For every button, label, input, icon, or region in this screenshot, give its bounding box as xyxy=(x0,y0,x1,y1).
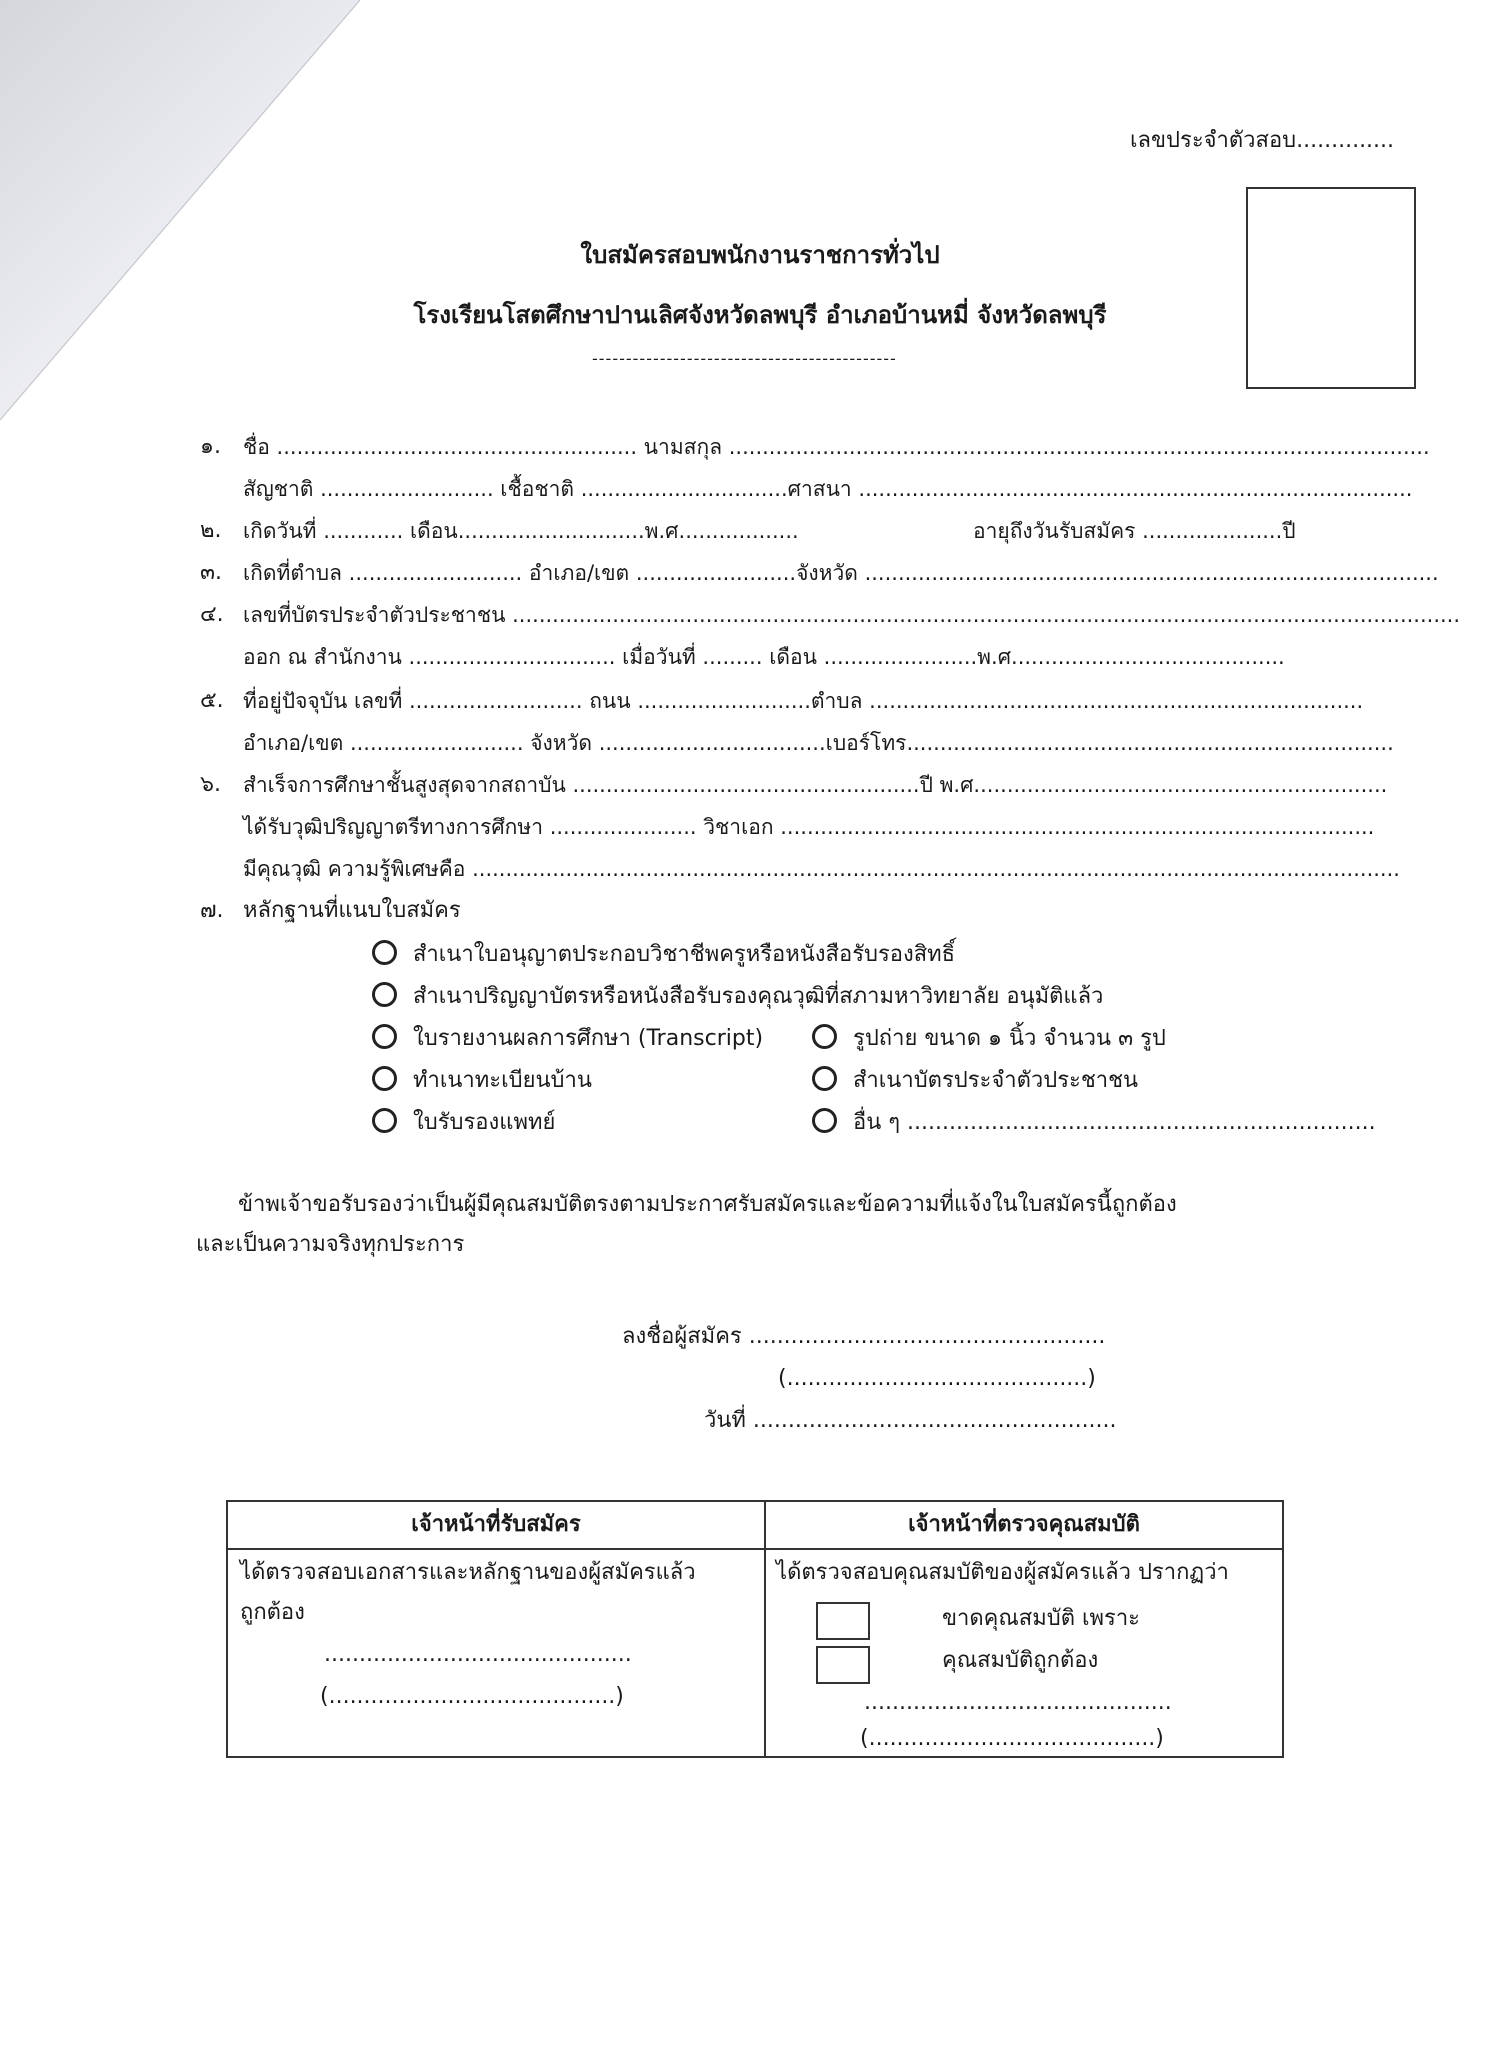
page-fold-edge xyxy=(0,0,360,420)
disqualified-label: ขาดคุณสมบัติ เพราะ xyxy=(942,1606,1140,1631)
attachment-label: ใบรายงานผลการศึกษา (Transcript) xyxy=(413,1026,764,1051)
attachment-label: ใบรับรองแพทย์ xyxy=(413,1110,556,1135)
attachment-other[interactable] xyxy=(812,1108,1376,1138)
item-1-number: ๑. xyxy=(200,434,221,459)
attachment-label: สำเนาใบอนุญาตประกอบวิชาชีพครูหรือหนังสือรับรองสิทธิ์ xyxy=(413,942,956,967)
item-6-education-line: สำเร็จการศึกษาชั้นสูงสุดจากสถาบัน ....................................................ปี พ.ศ.............................................................. xyxy=(243,773,1388,797)
item-6-number: ๖. xyxy=(200,772,221,797)
attachment-label: อื่น ๆ ................................................................... xyxy=(853,1110,1376,1135)
attachment-degree-copy[interactable] xyxy=(372,982,1103,1012)
radio-circle-icon[interactable] xyxy=(812,1024,837,1049)
item-4-idcard-line: เลขที่บัตรประจำตัวประชาชน .............................................................................................................................................. xyxy=(243,603,1461,627)
signature-date-line: วันที่ .................................................... xyxy=(704,1408,1117,1433)
qualification-name-line: (.........................................) xyxy=(860,1726,1164,1751)
qualification-check-text: ได้ตรวจสอบคุณสมบัติของผู้สมัครแล้ว ปรากฏว่า xyxy=(776,1560,1229,1585)
qualified-label: คุณสมบัติถูกต้อง xyxy=(942,1648,1099,1673)
attachment-medical-cert[interactable] xyxy=(372,1108,555,1138)
form-title: ใบสมัครสอบพนักงานราชการทั่วไป xyxy=(580,241,940,269)
item-1-name-line: ชื่อ ...................................................... นามสกุล ......................................................................................................... xyxy=(243,435,1430,459)
item-6-special-line: มีคุณวุฒิ ความรู้พิเศษคือ ........................................................................................................................................... xyxy=(243,857,1400,881)
declaration-line-1: ข้าพเจ้าขอรับรองว่าเป็นผู้มีคุณสมบัติตรงตามประกาศรับสมัครและข้อความที่แจ้งในใบสมัครนี้ถูกต้อง xyxy=(238,1192,1177,1217)
radio-circle-icon[interactable] xyxy=(372,1024,397,1049)
receiving-check-text: ได้ตรวจสอบเอกสารและหลักฐานของผู้สมัครแล้ว xyxy=(240,1560,696,1585)
qualified-checkbox[interactable] xyxy=(816,1646,870,1684)
item-5-address-line: ที่อยู่ปัจจุบัน เลขที่ .......................... ถนน ..........................ตำบล .......................................................................... xyxy=(243,689,1364,713)
radio-circle-icon[interactable] xyxy=(372,1108,397,1133)
applicant-name-line: (...........................................) xyxy=(778,1366,1096,1391)
attachment-label: รูปถ่าย ขนาด ๑ นิ้ว จำนวน ๓ รูป xyxy=(853,1026,1166,1051)
item-2-number: ๒. xyxy=(200,518,222,543)
item-4-issued-line: ออก ณ สำนักงาน ............................... เมื่อวันที่ ......... เดือน .......................พ.ศ......................................... xyxy=(243,645,1285,669)
declaration-line-2: และเป็นความจริงทุกประการ xyxy=(196,1232,465,1257)
radio-circle-icon[interactable] xyxy=(812,1066,837,1091)
receiving-signature-line: ............................................ xyxy=(324,1642,632,1667)
attachment-transcript[interactable] xyxy=(372,1024,763,1054)
item-7-number: ๗. xyxy=(200,898,224,923)
item-1-nationality-line: สัญชาติ .......................... เชื้อชาติ ...............................ศาสนา ................................................................................... xyxy=(243,477,1413,501)
attachment-id-card-copy[interactable] xyxy=(812,1066,1138,1096)
item-2-birthdate-line: เกิดวันที่ ............ เดือน............................พ.ศ.................. xyxy=(243,519,799,543)
qualification-officer-header: เจ้าหน้าที่ตรวจคุณสมบัติ xyxy=(908,1512,1140,1537)
attachment-teacher-license[interactable] xyxy=(372,940,955,970)
attachment-label: ทำเนาทะเบียนบ้าน xyxy=(413,1068,592,1093)
radio-circle-icon[interactable] xyxy=(812,1108,837,1133)
staff-verification-table xyxy=(226,1500,1284,1758)
applicant-signature-line: ลงชื่อผู้สมัคร ................................................... xyxy=(622,1324,1106,1349)
item-3-birthplace-line: เกิดที่ตำบล .......................... อำเภอ/เขต ........................จังหวัด ...................................................................................... xyxy=(243,561,1439,585)
table-header-divider xyxy=(228,1548,1282,1550)
qualification-signature-line: ............................................ xyxy=(864,1690,1172,1715)
item-3-number: ๓. xyxy=(200,560,223,585)
radio-circle-icon[interactable] xyxy=(372,982,397,1007)
attachment-photo[interactable] xyxy=(812,1024,1166,1054)
photo-box xyxy=(1246,187,1416,389)
exam-id-label: เลขประจำตัวสอบ.............. xyxy=(1130,128,1395,153)
item-4-number: ๔. xyxy=(200,602,224,627)
radio-circle-icon[interactable] xyxy=(372,940,397,965)
item-6-degree-line: ได้รับวุฒิปริญญาตรีทางการศึกษา ...................... วิชาเอก ......................................................................................... xyxy=(243,815,1375,839)
item-5-number: ๕. xyxy=(200,688,224,713)
receiving-name-line: (.........................................) xyxy=(320,1684,624,1709)
table-column-divider xyxy=(764,1502,766,1756)
title-rule: --------------------------------------------- xyxy=(592,349,897,368)
receiving-correct-text: ถูกต้อง xyxy=(240,1600,305,1625)
receiving-officer-header: เจ้าหน้าที่รับสมัคร xyxy=(411,1512,581,1537)
item-7-attachments-label: หลักฐานที่แนบใบสมัคร xyxy=(243,898,461,923)
disqualified-checkbox[interactable] xyxy=(816,1602,870,1640)
attachment-house-registration[interactable] xyxy=(372,1066,592,1096)
attachment-label: สำเนาบัตรประจำตัวประชาชน xyxy=(853,1068,1139,1093)
item-5-district-line: อำเภอ/เขต .......................... จังหวัด ..................................เบอร์โทร......................................................................... xyxy=(243,731,1394,755)
radio-circle-icon[interactable] xyxy=(372,1066,397,1091)
form-subtitle: โรงเรียนโสตศึกษาปานเลิศจังหวัดลพบุรี อำเภอบ้านหมี่ จังหวัดลพบุรี xyxy=(413,301,1107,329)
item-2-age-line: อายุถึงวันรับสมัคร .....................ปี xyxy=(973,519,1296,543)
attachment-label: สำเนาปริญญาบัตรหรือหนังสือรับรองคุณวุฒิที่สภามหาวิทยาลัย อนุมัติแล้ว xyxy=(413,984,1104,1009)
